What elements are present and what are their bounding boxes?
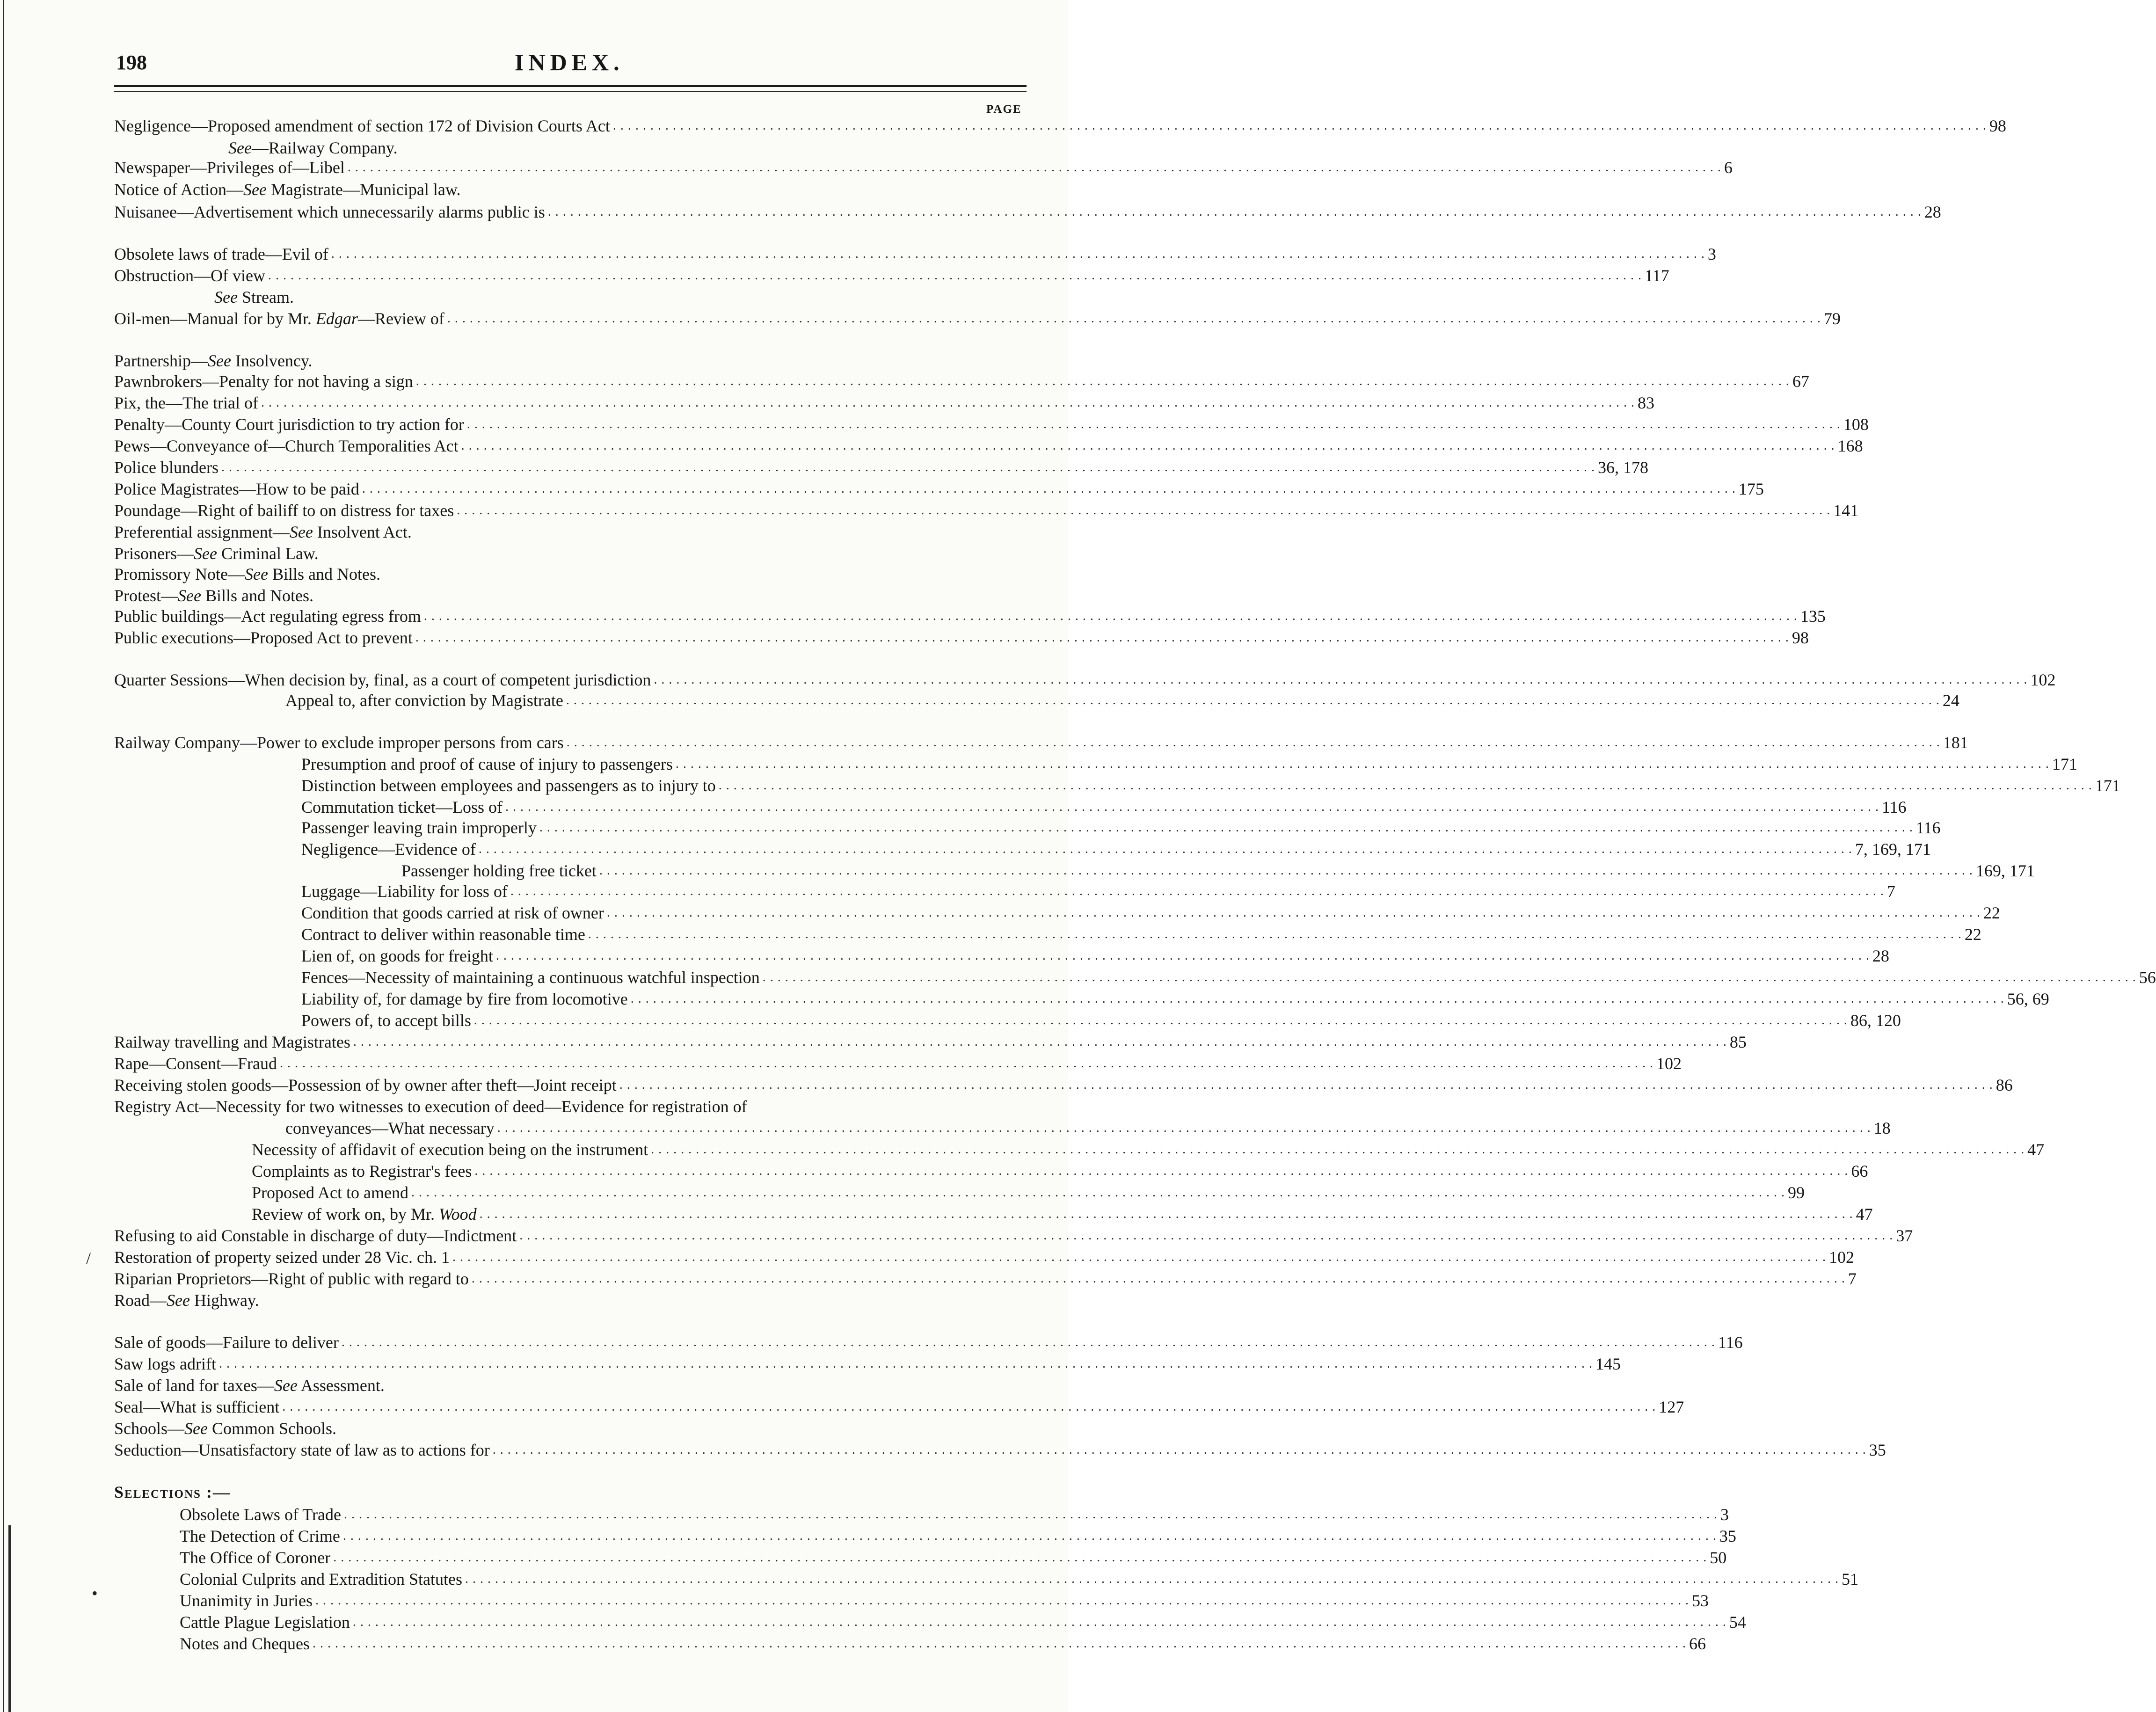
index-entry bbox=[301, 817, 1941, 838]
index-entry bbox=[180, 1525, 1736, 1547]
index-entry-text: Oil-men—Manual for by Mr. Edgar—Review of bbox=[114, 309, 444, 328]
index-entry bbox=[301, 1010, 1901, 1031]
index-entry-text: Receiving stolen goods—Possession of by owner after theft—Joint receipt bbox=[114, 1076, 617, 1094]
dot-leader bbox=[416, 369, 1790, 392]
index-entry-text: Fences—Necessity of maintaining a continuous watchful inspection bbox=[301, 968, 760, 987]
index-entry-page-ref: 56 bbox=[2139, 968, 2156, 987]
index-entry-page-ref: 47 bbox=[1856, 1205, 1873, 1224]
index-entry-text: Registry Act—Necessity for two witnesses to execution of deed—Evidence for registration of bbox=[114, 1097, 747, 1116]
dot-leader bbox=[654, 667, 2027, 691]
index-entry bbox=[114, 563, 380, 585]
dot-leader bbox=[539, 815, 1913, 838]
index-entry bbox=[301, 945, 1889, 967]
index-entry bbox=[180, 1547, 1727, 1568]
index-entry bbox=[301, 775, 2120, 796]
index-entry-page-ref: 28 bbox=[1872, 947, 1889, 965]
index-entry-text: Presumption and proof of cause of injury to passengers bbox=[301, 755, 673, 773]
page-number: 198 bbox=[116, 51, 147, 74]
index-entry-text: Railway travelling and Magistrates bbox=[114, 1033, 350, 1051]
index-entry-text: Distinction between employees and passengers as to injury to bbox=[301, 776, 716, 795]
running-head-title: INDEX. bbox=[515, 49, 624, 75]
index-entry-text: Powers of, to accept bills bbox=[301, 1011, 471, 1030]
index-entry bbox=[301, 838, 1931, 860]
index-entry-text: Notes and Cheques bbox=[180, 1634, 310, 1653]
dot-leader bbox=[221, 455, 1595, 478]
index-entry bbox=[180, 1590, 1709, 1611]
index-entry-page-ref: 108 bbox=[1843, 415, 1869, 434]
index-entry-text: Pews—Conveyance of—Church Temporalities Act bbox=[114, 437, 459, 455]
index-entry-page-ref: 83 bbox=[1637, 393, 1654, 412]
index-entry-text: Obsolete Laws of Trade bbox=[180, 1505, 341, 1524]
dot-leader bbox=[282, 1394, 1656, 1418]
dot-leader bbox=[411, 1180, 1785, 1203]
index-entry-text: Refusing to aid Constable in discharge of duty—Indictment bbox=[114, 1226, 517, 1245]
index-entry-page-ref: 168 bbox=[1837, 437, 1863, 455]
dot-leader bbox=[447, 306, 1821, 329]
index-entry-page-ref: 181 bbox=[1943, 733, 1968, 752]
dot-leader bbox=[343, 1523, 1717, 1547]
index-entry bbox=[114, 500, 1859, 521]
index-entry bbox=[114, 265, 1669, 286]
index-entry-page-ref: 171 bbox=[2052, 755, 2077, 773]
index-entry-page-ref: 175 bbox=[1738, 480, 1764, 498]
index-entry-page-ref: 24 bbox=[1942, 691, 1959, 710]
index-entry bbox=[114, 157, 1733, 178]
index-entry-page-ref: 35 bbox=[1719, 1527, 1736, 1545]
index-entry-text: Newspaper—Privileges of—Libel bbox=[114, 158, 345, 177]
dot-leader bbox=[315, 1588, 1689, 1611]
index-entry bbox=[114, 392, 1654, 414]
index-entry-text: Penalty—County Court jurisdiction to try action for bbox=[114, 415, 464, 434]
index-entry bbox=[114, 627, 1809, 648]
index-entry bbox=[114, 115, 2006, 137]
index-entry-page-ref: 36, 178 bbox=[1597, 458, 1648, 477]
index-entry-text: Selections :— bbox=[114, 1483, 231, 1501]
index-entry-text: Quarter Sessions—When decision by, final, as a court of competent jurisdiction bbox=[114, 670, 651, 689]
index-entry-page-ref: 135 bbox=[1800, 607, 1826, 626]
index-entry-text: Seduction—Unsatisfactory state of law as to actions for bbox=[114, 1441, 490, 1459]
index-entry bbox=[114, 1246, 1854, 1268]
index-entry-text: Sale of land for taxes—See Assessment. bbox=[114, 1376, 385, 1395]
dot-leader bbox=[613, 113, 1987, 137]
index-entry-page-ref: 102 bbox=[2030, 670, 2056, 689]
dot-leader bbox=[607, 900, 1981, 924]
index-entry-page-ref: 47 bbox=[2027, 1140, 2045, 1159]
index-entry bbox=[114, 201, 1941, 223]
index-entry-text: Luggage—Liability for loss of bbox=[301, 882, 508, 901]
dot-leader bbox=[362, 476, 1736, 500]
index-entry-page-ref: 127 bbox=[1659, 1398, 1684, 1416]
index-entry-page-ref: 51 bbox=[1841, 1570, 1858, 1588]
index-entry bbox=[114, 1096, 747, 1117]
index-entry bbox=[180, 1504, 1729, 1525]
index-entry-page-ref: 7 bbox=[1886, 882, 1895, 901]
index-entry-page-ref: 86, 120 bbox=[1850, 1011, 1901, 1030]
index-entry-text: Poundage—Right of bailiff to on distress for taxes bbox=[114, 501, 454, 520]
index-entry bbox=[301, 902, 2000, 924]
dot-leader bbox=[619, 1072, 1993, 1096]
dot-leader bbox=[519, 1223, 1893, 1246]
index-entry-text: Pawnbrokers—Penalty for not having a sign bbox=[114, 372, 413, 391]
index-entry-text: Obsolete laws of trade—Evil of bbox=[114, 245, 328, 263]
index-entry-text: See Stream. bbox=[214, 288, 294, 306]
index-entry bbox=[180, 1568, 1858, 1590]
index-entry bbox=[114, 521, 412, 543]
index-entry-text: Colonial Culprits and Extradition Statutes bbox=[180, 1570, 462, 1588]
dot-leader bbox=[479, 837, 1852, 860]
index-entry-page-ref: 54 bbox=[1729, 1613, 1746, 1632]
index-entry-page-ref: 102 bbox=[1828, 1248, 1854, 1267]
index-entry-page-ref: 79 bbox=[1823, 309, 1841, 328]
dot-leader bbox=[566, 688, 1940, 711]
index-entry-text: Prisoners—See Criminal Law. bbox=[114, 544, 319, 563]
index-entry-page-ref: 3 bbox=[1720, 1505, 1729, 1524]
dot-leader bbox=[496, 943, 1870, 967]
index-entry bbox=[301, 967, 2156, 988]
index-entry-page-ref: 145 bbox=[1595, 1355, 1621, 1373]
index-entry-text: Road—See Highway. bbox=[114, 1291, 259, 1310]
index-entry-page-ref: 99 bbox=[1787, 1183, 1805, 1202]
dot-leader bbox=[631, 986, 2004, 1010]
index-entry-text: Seal—What is sufficient bbox=[114, 1398, 280, 1416]
index-entry-page-ref: 141 bbox=[1833, 501, 1859, 520]
dot-leader bbox=[651, 1137, 2025, 1160]
index-entry-text: Partnership—See Insolvency. bbox=[114, 351, 313, 370]
index-entry-text: Cattle Plague Legislation bbox=[180, 1613, 350, 1632]
index-entry bbox=[114, 605, 1826, 627]
dot-leader bbox=[268, 263, 1642, 286]
dot-leader bbox=[424, 604, 1798, 627]
index-entry-text: Negligence—Proposed amendment of section 172 of Division Courts Act bbox=[114, 117, 610, 135]
index-entry-text: Riparian Proprietors—Right of public with regard to bbox=[114, 1269, 469, 1288]
index-entry-text: Police blunders bbox=[114, 458, 219, 477]
dot-leader bbox=[467, 412, 1841, 435]
index-entry bbox=[114, 1332, 1743, 1353]
index-entry-page-ref: 22 bbox=[1964, 925, 1981, 944]
index-entry-text: Police Magistrates—How to be paid bbox=[114, 480, 359, 498]
index-entry bbox=[114, 1074, 2013, 1096]
dot-leader bbox=[261, 390, 1635, 414]
index-entry bbox=[114, 1396, 1684, 1418]
index-entry-text: Passenger holding free ticket bbox=[401, 861, 597, 880]
index-entry bbox=[114, 350, 313, 372]
index-entry bbox=[114, 543, 319, 564]
index-entry bbox=[114, 585, 313, 606]
index-entry-text: Sale of goods—Failure to deliver bbox=[114, 1333, 339, 1352]
index-entry-text: conveyances—What necessary bbox=[285, 1119, 495, 1137]
index-entry bbox=[252, 1203, 1873, 1225]
index-entry-text: Review of work on, by Mr. Wood bbox=[252, 1205, 477, 1224]
index-entry-page-ref: 28 bbox=[1924, 203, 1941, 221]
dot-leader bbox=[461, 433, 1835, 457]
index-entry-page-ref: 98 bbox=[1792, 628, 1809, 647]
dot-leader bbox=[342, 1330, 1715, 1353]
index-entry bbox=[114, 435, 1863, 457]
dot-leader bbox=[457, 498, 1830, 521]
dot-leader bbox=[353, 1610, 1726, 1633]
index-entry-page-ref: 37 bbox=[1896, 1226, 1913, 1245]
index-entry bbox=[114, 1289, 259, 1311]
index-entry bbox=[114, 1418, 336, 1439]
index-entry-page-ref: 56, 69 bbox=[2007, 990, 2049, 1008]
index-entry-text: Passenger leaving train improperly bbox=[301, 818, 537, 837]
index-entry-text: Unanimity in Juries bbox=[180, 1591, 313, 1610]
index-entry-text: Public executions—Proposed Act to prevent bbox=[114, 628, 413, 647]
index-entry-text: Restoration of property seized under 28 Vic. ch. 1 bbox=[114, 1248, 450, 1267]
dot-leader bbox=[219, 1351, 1593, 1375]
index-entry bbox=[301, 924, 1981, 945]
index-entry-text: Lien of, on goods for freight bbox=[301, 947, 493, 965]
index-entry-text: Nuisanee—Advertisement which unnecessarily alarms public is bbox=[114, 203, 545, 221]
index-entry bbox=[114, 414, 1869, 435]
index-entry-page-ref: 6 bbox=[1724, 158, 1733, 177]
dot-leader bbox=[599, 858, 1973, 881]
index-entry-text: Railway Company—Power to exclude improper persons from cars bbox=[114, 733, 564, 752]
index-entry-text: Preferential assignment—See Insolvent Act. bbox=[114, 523, 412, 541]
index-entry-page-ref: 66 bbox=[1851, 1162, 1868, 1180]
dot-leader bbox=[493, 1437, 1866, 1461]
index-entry-text: Public buildings—Act regulating egress from bbox=[114, 607, 421, 626]
index-entry-text: Contract to deliver within reasonable time bbox=[301, 925, 585, 944]
index-entry-text: Protest—See Bills and Notes. bbox=[114, 586, 313, 605]
index-entry-page-ref: 66 bbox=[1689, 1634, 1706, 1653]
index-entry-page-ref: 18 bbox=[1873, 1119, 1891, 1137]
dot-leader bbox=[344, 1502, 1718, 1525]
index-entry-text: Condition that goods carried at risk of owner bbox=[301, 903, 604, 922]
index-entry-text: Commutation ticket—Loss of bbox=[301, 798, 503, 816]
index-entry bbox=[114, 1268, 1857, 1289]
dot-leader bbox=[548, 199, 1922, 223]
dot-leader bbox=[474, 1008, 1848, 1031]
dot-leader bbox=[313, 1631, 1686, 1654]
index-entry-text: The Detection of Crime bbox=[180, 1527, 340, 1545]
page-column-label: PAGE bbox=[986, 103, 1022, 116]
index-entry-text: Complaints as to Registrar's fees bbox=[252, 1162, 472, 1180]
index-entry-page-ref: 169, 171 bbox=[1975, 861, 2035, 880]
index-entry bbox=[252, 1139, 2045, 1160]
index-entry-text: Proposed Act to amend bbox=[252, 1183, 408, 1202]
index-entry bbox=[114, 243, 1716, 265]
index-entry-page-ref: 116 bbox=[1881, 798, 1907, 816]
index-entry-page-ref: 102 bbox=[1656, 1054, 1682, 1073]
index-entry bbox=[180, 1633, 1706, 1654]
dot-leader bbox=[452, 1245, 1826, 1268]
index-entry-text: Appeal to, after conviction by Magistrate bbox=[285, 691, 563, 710]
dot-leader bbox=[763, 965, 2136, 988]
dot-leader bbox=[510, 879, 1884, 902]
index-entry-page-ref: 171 bbox=[2095, 776, 2120, 795]
dot-leader bbox=[567, 730, 1940, 753]
index-entry bbox=[301, 881, 1895, 902]
index-entry-text: Rape—Consent—Fraud bbox=[114, 1054, 277, 1073]
index-entry bbox=[114, 457, 1648, 478]
index-entry bbox=[114, 478, 1764, 500]
index-entry bbox=[285, 690, 1959, 711]
dot-leader bbox=[719, 773, 2092, 796]
index-entry bbox=[114, 1439, 1886, 1461]
index-entry bbox=[114, 371, 1809, 392]
dot-leader bbox=[333, 1545, 1707, 1568]
dot-leader bbox=[474, 1158, 1848, 1182]
index-entry bbox=[114, 1353, 1621, 1375]
index-entry bbox=[252, 1182, 1805, 1203]
dot-leader bbox=[588, 922, 1962, 945]
dot-leader bbox=[472, 1266, 1845, 1289]
index-entry-page-ref: 35 bbox=[1869, 1441, 1886, 1459]
index-entry-text: Obstruction—Of view bbox=[114, 266, 265, 285]
dot-leader bbox=[465, 1566, 1839, 1590]
dot-leader bbox=[676, 751, 2049, 775]
index-entry-page-ref: 7 bbox=[1848, 1269, 1857, 1288]
index-entry-text: Promissory Note—See Bills and Notes. bbox=[114, 565, 380, 583]
margin-bullet-mark: • bbox=[92, 1584, 98, 1603]
index-entry-text: Schools—See Common Schools. bbox=[114, 1419, 337, 1438]
index-entry-text: See—Railway Company. bbox=[228, 138, 398, 157]
index-entry-page-ref: 116 bbox=[1916, 818, 1941, 837]
index-entry bbox=[114, 1053, 1682, 1074]
index-entry-page-ref: 117 bbox=[1644, 266, 1669, 285]
index-entry bbox=[252, 1160, 1868, 1182]
index-entry-page-ref: 7, 169, 171 bbox=[1855, 840, 1931, 859]
dot-leader bbox=[480, 1202, 1853, 1225]
index-entry bbox=[285, 1117, 1891, 1139]
dot-leader bbox=[505, 794, 1879, 818]
index-entry-page-ref: 3 bbox=[1707, 245, 1716, 263]
index-entry-page-ref: 50 bbox=[1710, 1548, 1727, 1567]
index-entry-text: Saw logs adrift bbox=[114, 1355, 216, 1373]
index-entry bbox=[114, 1375, 385, 1396]
index-entry bbox=[180, 1611, 1746, 1633]
index-entry-text: Pix, the—The trial of bbox=[114, 393, 258, 412]
index-entry-page-ref: 98 bbox=[1989, 117, 2006, 135]
index-entry bbox=[114, 179, 460, 200]
dot-leader bbox=[353, 1029, 1727, 1053]
index-entry-text: The Office of Coroner bbox=[180, 1548, 331, 1567]
margin-tick-mark: / bbox=[86, 1249, 91, 1268]
dot-leader bbox=[331, 241, 1705, 265]
index-entry bbox=[114, 308, 1841, 329]
index-entry-text: Negligence—Evidence of bbox=[301, 840, 476, 859]
index-entry bbox=[114, 1225, 1913, 1246]
index-entry-text: Necessity of affidavit of execution being on the instrument bbox=[252, 1140, 648, 1159]
index-entry-page-ref: 53 bbox=[1691, 1591, 1709, 1610]
index-entry-page-ref: 67 bbox=[1792, 372, 1809, 391]
index-entry-text: Liability of, for damage by fire from locomotive bbox=[301, 990, 628, 1008]
index-entry-page-ref: 86 bbox=[1996, 1076, 2013, 1094]
dot-leader bbox=[348, 155, 1721, 178]
index-entry-page-ref: 85 bbox=[1729, 1033, 1747, 1051]
index-entry-page-ref: 116 bbox=[1718, 1333, 1743, 1352]
dot-leader bbox=[415, 625, 1789, 648]
index-entry-text: Notice of Action—See Magistrate—Municipal law. bbox=[114, 180, 461, 199]
dot-leader bbox=[280, 1051, 1653, 1074]
index-entry bbox=[301, 753, 2077, 775]
index-entry-page-ref: 22 bbox=[1983, 903, 2000, 922]
index-entry bbox=[114, 1031, 1747, 1053]
index-entry bbox=[214, 286, 294, 308]
index-entry bbox=[114, 1481, 231, 1503]
dot-leader bbox=[497, 1115, 1871, 1139]
index-entry bbox=[301, 988, 2049, 1010]
index-entry bbox=[114, 732, 1968, 753]
